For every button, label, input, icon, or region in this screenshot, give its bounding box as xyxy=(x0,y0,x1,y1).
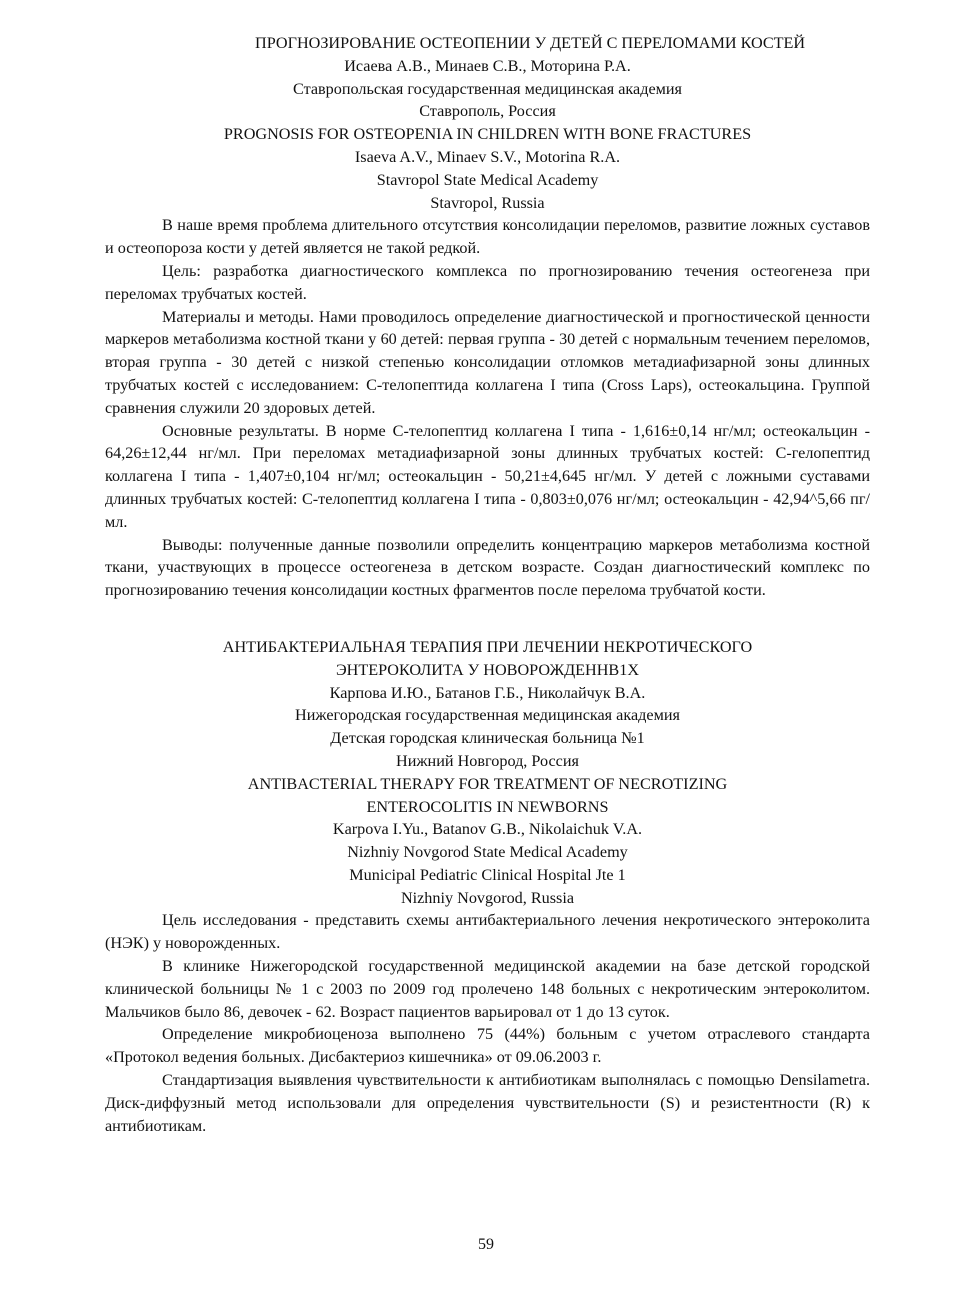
article-2-city-en: Nizhniy Novgorod, Russia xyxy=(400,888,575,907)
article-1-title-en: PROGNOSIS FOR OSTEOPENIA IN CHILDREN WITH BONE FRACTURES xyxy=(223,125,752,144)
article-1-paragraph-conclusions: Выводы: полученные данные позволили определить концентрацию маркеров метаболизма костной ткани, участвующих в процессе остеогенеза в детском возрасте. Создан диагностический комплекс по прогнозированию течения консолидации костных фрагментов после перелома трубчатой кости. xyxy=(105,535,870,600)
article-1-authors-ru: Исаева А.В., Минаев С.В., Моторина Р.А. xyxy=(344,56,631,75)
article-1-title-ru: ПРОГНОЗИРОВАНИЕ ОСТЕОПЕНИИ У ДЕТЕЙ С ПЕРЕЛОМАМИ КОСТЕЙ xyxy=(255,34,806,52)
article-2-title-ru-line-1: АНТИБАКТЕРИАЛЬНАЯ ТЕРАПИЯ ПРИ ЛЕЧЕНИИ НЕКРОТИЧЕСКОГО xyxy=(222,637,753,656)
page-number: 59 xyxy=(478,1236,494,1253)
article-2-title-ru-line-2: ЭНТЕРОКОЛИТА У НОВОРОЖДЕННВ1Х xyxy=(335,660,640,679)
article-1-city-ru: Ставрополь, Россия xyxy=(419,102,556,121)
article-2-title-en-line-2: ENTEROCOLITIS IN NEWBORNS xyxy=(366,797,609,816)
article-1-affiliation-en: Stavropol State Medical Academy xyxy=(376,170,599,189)
article-1-paragraph-methods: Материалы и методы. Нами проводилось определение диагностической и прогностической ценности маркеров метаболизма костной ткани у 60 детей: первая группа - 30 детей с нормальным течением переломов, вторая группа - 30 детей с низкой степенью консолидации отломков метадиафизарной зоны длинных трубчатых костей с исследованием: С-телопептида коллагена I типа (Cross Laps), остеокальцина. Группой сравнения служили 20 здоровых детей. xyxy=(105,307,870,417)
article-1-paragraph-aim: Цель: разработка диагностического комплекса по прогнозированию течения остеогенеза при переломах трубчатых костей. xyxy=(105,261,870,303)
article-1-paragraph-results: Основные результаты. В норме С-телопептид коллагена I типа - 1,616±0,14 нг/мл; остеокальцин - 64,26±12,44 нг/мл. При переломах метадиафизарной зоны длинных трубчатых костей: С-гелопептид коллагена I типа - 1,407±0,104 нг/мл; остеокальцин - 50,21±4,645 нг/мл. У детей с ложными суставами длинных трубчатых костей: С-телопептид коллагена I типа - 0,803±0,076 нг/мл; остеокальцин - 42,94^5,66 пг/мл. xyxy=(105,421,870,531)
article-2-hospital-ru: Детская городская клиническая больница №1 xyxy=(330,729,645,748)
article-1 xyxy=(105,32,870,602)
article-2-paragraph-microbiocenosis: Определение микробиоценоза выполнено 75 (44%) больным с учетом отраслевого стандарта «Протокол ведения больных. Дисбактериоз кишечника» от 09.06.2003 г. xyxy=(105,1025,870,1067)
article-2-authors-en: Karpova I.Yu., Batanov G.B., Nikolaichuk V.A. xyxy=(332,820,643,839)
article-2-hospital-en: Municipal Pediatric Clinical Hospital Jte 1 xyxy=(349,865,626,884)
article-2-title-en-line-1: ANTIBACTERIAL THERAPY FOR TREATMENT OF NECROTIZING xyxy=(247,774,728,793)
article-2-affiliation-ru: Нижегородская государственная медицинская академия xyxy=(295,706,680,725)
article-1-affiliation-ru: Ставропольская государственная медицинская академия xyxy=(293,79,682,98)
article-1-paragraph-intro: В наше время проблема длительного отсутствия консолидации переломов, развитие ложных суставов и остеопороза кости у детей является не такой редкой. xyxy=(105,216,870,258)
article-2-affiliation-en: Nizhniy Novgorod State Medical Academy xyxy=(347,843,628,862)
article-1-authors-en: Isaeva A.V., Minaev S.V., Motorina R.A. xyxy=(354,147,621,166)
article-2-paragraph-clinic: В клинике Нижегородской государственной медицинской академии на базе детской городской клинической больницы № 1 с 2003 по 2009 год пролечено 148 больных с некротическим энтероколитом. Мальчиков было 86, девочек - 62. Возраст пациентов варьировал от 1 до 13 суток. xyxy=(105,957,870,1021)
article-2-authors-ru: Карпова И.Ю., Батанов Г.Б., Николайчук В.А. xyxy=(329,683,646,702)
article-2 xyxy=(105,636,870,1138)
page-content xyxy=(105,32,870,1137)
article-2-paragraph-standardization: Стандартизация выявления чувствительности к антибиотикам выполнялась с помощью Densilametra. Диск-диффузный метод использовали для определения чувствительности (S) и резистентности (R) к антибиотикам. xyxy=(105,1071,870,1135)
article-2-city-ru: Нижний Новгород, Россия xyxy=(396,751,579,770)
article-2-paragraph-aim: Цель исследования - представить схемы антибактериального лечения некротического энтероколита (НЭК) у новорожденных. xyxy=(105,911,870,953)
article-1-city-en: Stavropol, Russia xyxy=(430,193,545,212)
